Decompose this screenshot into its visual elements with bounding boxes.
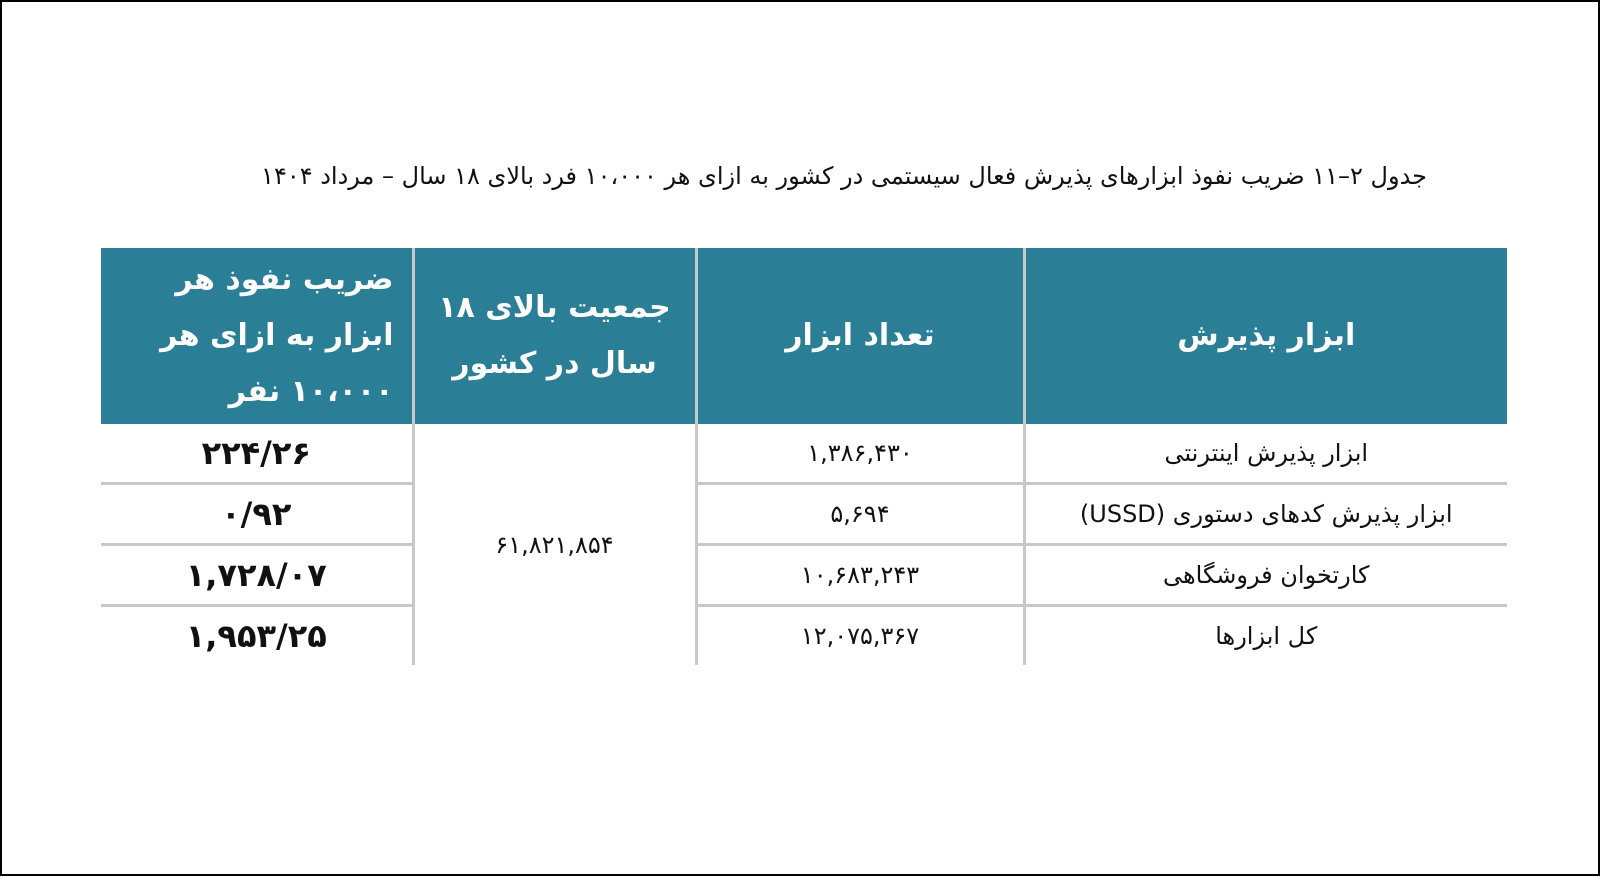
header-row [101,248,1507,424]
header-population: جمعیت بالای ۱۸ سال در کشور [413,248,696,424]
tool-cell: ابزار پذیرش کدهای دستوری (USSD) [1024,484,1507,545]
ratio-cell: ۰/۹۲ [101,484,413,545]
header-ratio: ضریب نفوذ هر ابزار به ازای هر ۱۰،۰۰۰ نفر [101,248,413,424]
table-row [101,484,1507,545]
count-cell: ۱,۳۸۶,۴۳۰ [696,424,1024,484]
count-cell: ۱۰,۶۸۳,۲۴۳ [696,545,1024,606]
tool-cell: کارتخوان فروشگاهی [1024,545,1507,606]
table-row [101,606,1507,666]
table-caption: جدول ۲–۱۱ ضریب نفوذ ابزارهای پذیرش فعال سیستمی در کشور به ازای هر ۱۰،۰۰۰ فرد بالای ۱۸ سال – مرداد ۱۴۰۴ [261,162,1427,190]
ratio-cell: ۱,۹۵۳/۲۵ [185,617,327,655]
ratio-cell: ۱,۷۲۸/۰۷ [101,545,413,606]
count-cell: ۱۲,۰۷۵,۳۶۷ [696,606,1024,666]
table-row [101,545,1507,606]
count-cell: ۵,۶۹۴ [696,484,1024,545]
penetration-table [101,248,1507,665]
ratio-cell: ۲۲۴/۲۶ [101,424,413,484]
header-count: تعداد ابزار [696,248,1024,424]
tool-cell: ابزار پذیرش اینترنتی [1024,424,1507,484]
population-cell: ۶۱,۸۲۱,۸۵۴ [413,424,696,665]
table-row [101,424,1507,484]
header-tool: ابزار پذیرش [1024,248,1507,424]
tool-cell: کل ابزارها [1024,606,1507,666]
